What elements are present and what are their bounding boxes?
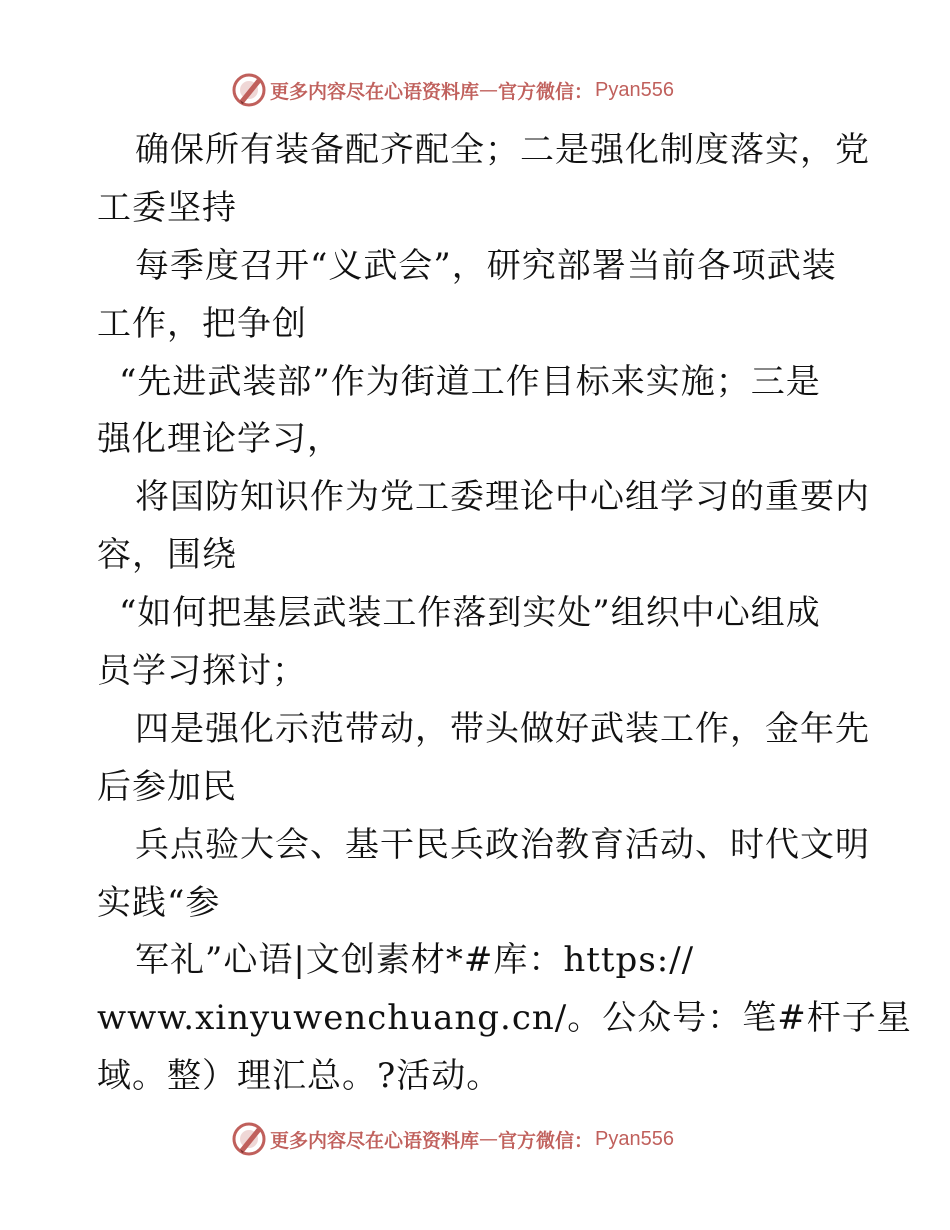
watermark-wechat-handle: Pyan556 [595,78,674,101]
text-line: 工委坚持 [97,187,237,228]
text-line: 军礼”心语|文创素材*#库：https:// [135,940,695,981]
text-line: “先进武装部”作为街道工作目标来实施；三是 [119,361,821,402]
header-watermark [232,70,752,110]
text-line: 确保所有装备配齐配全；二是强化制度落实，党 [135,130,870,170]
text-line: 工作，把争创 [97,303,307,344]
text-line: 域。整）理汇总。?活动。 [97,1056,502,1097]
pen-logo-icon [232,1122,266,1156]
watermark-wechat-handle: Pyan556 [595,1127,674,1150]
watermark-wechat-label: 官方微信： [498,80,594,103]
text-line: 员学习探讨； [97,651,307,692]
text-line: “如何把基层武装工作落到实处”组织中心组成 [119,593,821,634]
document-body [97,122,912,1106]
text-line: 后参加民 [97,766,237,807]
watermark-wechat-label: 官方微信： [498,1129,594,1152]
watermark-separator: — [479,79,499,101]
text-line: 兵点验大会、基干民兵政治教育活动、时代文明 [135,824,870,865]
text-line: 实践“参 [97,882,221,923]
watermark-site-name: 更多内容尽在心语资料库 [270,1129,480,1152]
pen-logo-icon [232,73,266,107]
text-line: 四是强化示范带动，带头做好武装工作，金年先 [135,708,870,749]
text-line: 容，围绕 [97,535,237,576]
text-line: 将国防知识作为党工委理论中心组学习的重要内 [135,477,870,518]
text-line-url: www.xinyuwenchuang.cn/。公众号：笔#杆子星 [97,998,912,1039]
text-line: 每季度召开“义武会”，研究部署当前各项武装 [135,245,837,286]
watermark-site-name: 更多内容尽在心语资料库 [270,80,480,103]
text-line: 强化理论学习， [97,419,342,460]
watermark-separator: — [479,1128,499,1150]
footer-watermark [232,1119,752,1159]
